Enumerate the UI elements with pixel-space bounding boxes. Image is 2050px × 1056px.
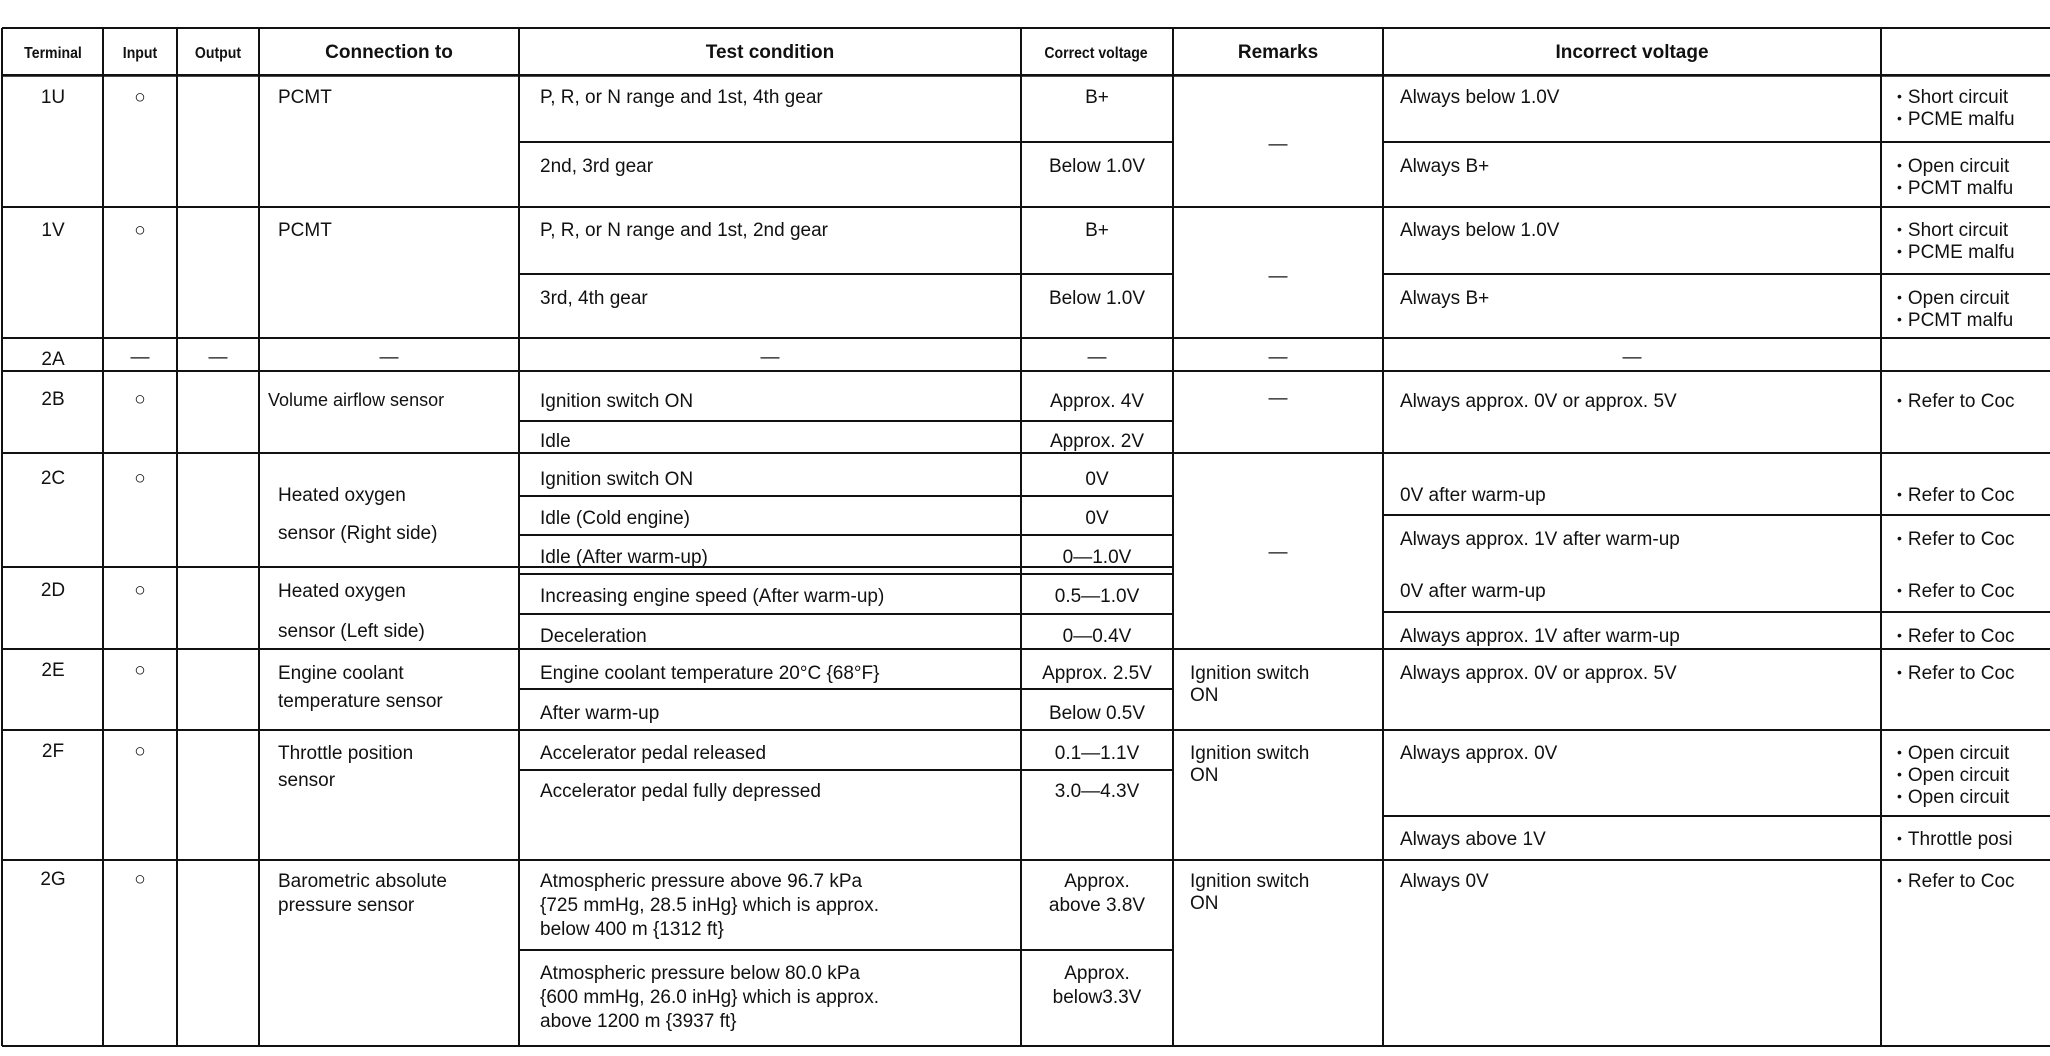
header-remarks: Remarks (1237, 42, 1319, 63)
row-2f-cause-1b: • Open circuit (1897, 764, 2009, 788)
row-1u-test-2: 2nd, 3rd gear (540, 156, 654, 177)
row-2a-test-dash: — (760, 347, 780, 368)
row-2c-test-3: Idle (After warm-up) (540, 547, 708, 568)
row-2e-test-1: Engine coolant temperature 20°C {68°F} (540, 663, 880, 684)
row-1u-connection: PCMT (278, 87, 332, 108)
row-2a-incorrect-dash: — (1622, 347, 1642, 368)
row-2d-test-2: Deceleration (540, 626, 647, 647)
row-2g-test-1-line-1: Atmospheric pressure above 96.7 kPa (540, 871, 863, 892)
row-2c-incorrect-1: 0V after warm-up (1400, 485, 1546, 506)
row-2g-connection-line-2: pressure sensor (278, 895, 415, 916)
row-2g-remarks-line-2: ON (1190, 893, 1219, 914)
row-2c-terminal: 2C (40, 468, 66, 489)
row-2g-test-2-line-3: above 1200 m {3937 ft} (540, 1011, 737, 1032)
row-2e-terminal: 2E (41, 660, 65, 681)
row-2g-correct-2-line-1: Approx. (1064, 963, 1130, 984)
row-2d-correct-1: 0.5—1.0V (1054, 586, 1140, 607)
row-1v-input-mark: ○ (134, 220, 146, 241)
row-2a-connection-dash: — (379, 347, 399, 368)
row-2b-test-2: Idle (540, 431, 571, 452)
row-2f-remarks-line-2: ON (1190, 765, 1219, 786)
row-2c-test-1: Ignition switch ON (540, 469, 694, 490)
row-2f-test-2: Accelerator pedal fully depressed (540, 781, 821, 802)
row-2c-cause-2: • Refer to Coc (1897, 528, 2015, 552)
row-2b-terminal: 2B (41, 389, 65, 410)
row-2b-correct-1: Approx. 4V (1050, 391, 1144, 412)
row-2e-input-mark: ○ (134, 660, 146, 681)
row-2g-test-2-line-2: {600 mmHg, 26.0 inHg} which is approx. (540, 987, 880, 1008)
row-2b-input-mark: ○ (134, 389, 146, 410)
row-2c-incorrect-2: Always approx. 1V after warm-up (1400, 529, 1680, 550)
row-2f-correct-1: 0.1—1.1V (1054, 743, 1140, 764)
row-2a-input-dash: — (130, 347, 150, 368)
row-2d-cause-1: • Refer to Coc (1897, 580, 2015, 604)
row-2g-test-1-line-3: below 400 m {1312 ft} (540, 919, 724, 940)
header-test-condition: Test condition (705, 42, 835, 63)
row-2c-connection-line-2: sensor (Right side) (278, 523, 438, 544)
row-1v-remarks: — (1268, 266, 1288, 287)
row-2e-remarks-line-1: Ignition switch (1190, 663, 1310, 684)
row-1u-cause-2b: • PCMT malfu (1897, 177, 2013, 201)
row-2g-incorrect: Always 0V (1400, 871, 1489, 892)
row-2f-incorrect-2: Always above 1V (1400, 829, 1546, 850)
row-2e-cause: • Refer to Coc (1897, 662, 2015, 686)
row-2d-connection-line-2: sensor (Left side) (278, 621, 425, 642)
header-terminal: Terminal (24, 45, 82, 62)
row-2b-incorrect: Always approx. 0V or approx. 5V (1400, 391, 1677, 412)
row-2e-remarks-line-2: ON (1190, 685, 1219, 706)
row-2e-correct-1: Approx. 2.5V (1042, 663, 1152, 684)
row-2g-input-mark: ○ (134, 869, 146, 890)
row-2c-correct-1: 0V (1085, 469, 1109, 490)
row-2e-connection-line-1: Engine coolant (278, 663, 404, 684)
row-1v-test-2: 3rd, 4th gear (540, 288, 648, 309)
row-2a-correct-dash: — (1087, 347, 1107, 368)
row-2a-remarks-dash: — (1268, 347, 1288, 368)
row-2d-cause-2: • Refer to Coc (1897, 625, 2015, 649)
row-2c-connection-line-1: Heated oxygen (278, 485, 406, 506)
row-1u-test-1: P, R, or N range and 1st, 4th gear (540, 87, 823, 108)
header-output: Output (194, 45, 242, 62)
row-2f-test-1: Accelerator pedal released (540, 743, 767, 764)
row-1v-incorrect-2: Always B+ (1400, 288, 1490, 309)
row-2f-terminal: 2F (41, 741, 65, 762)
row-1u-terminal: 1U (40, 87, 66, 108)
row-2c-correct-2: 0V (1085, 508, 1109, 529)
row-1v-cause-1b: • PCME malfu (1897, 241, 2015, 265)
row-2f-connection-line-2: sensor (278, 770, 336, 791)
row-2f-input-mark: ○ (134, 741, 146, 762)
header-correct-voltage: Correct voltage (1044, 45, 1148, 62)
row-1u-correct-1: B+ (1085, 87, 1109, 108)
row-1u-correct-2: Below 1.0V (1048, 156, 1146, 177)
row-2d-incorrect-1: 0V after warm-up (1400, 581, 1546, 602)
row-2g-test-1-line-2: {725 mmHg, 28.5 inHg} which is approx. (540, 895, 880, 916)
row-2d-correct-2: 0—0.4V (1062, 626, 1132, 647)
header-incorrect-voltage: Incorrect voltage (1555, 42, 1709, 63)
row-2f-remarks-line-1: Ignition switch (1190, 743, 1310, 764)
row-2f-correct-2: 3.0—4.3V (1054, 781, 1140, 802)
row-2f-incorrect-1: Always approx. 0V (1400, 743, 1558, 764)
row-1v-incorrect-1: Always below 1.0V (1400, 220, 1560, 241)
row-2c-correct-3: 0—1.0V (1062, 547, 1132, 568)
row-2c-2d-remarks: — (1268, 542, 1288, 563)
row-2f-cause-1c: • Open circuit (1897, 786, 2009, 810)
row-2e-connection-line-2: temperature sensor (278, 691, 443, 712)
row-1u-cause-1a: • Short circuit (1897, 86, 2008, 110)
row-2f-cause-1a: • Open circuit (1897, 742, 2009, 766)
row-2f-cause-2: • Throttle posi (1897, 828, 2012, 852)
row-2d-incorrect-2: Always approx. 1V after warm-up (1400, 626, 1680, 647)
row-1v-cause-1a: • Short circuit (1897, 219, 2008, 243)
row-1v-terminal: 1V (41, 220, 65, 241)
row-2g-correct-1-line-1: Approx. (1064, 871, 1130, 892)
row-2d-input-mark: ○ (134, 580, 146, 601)
row-2g-correct-2-line-2: below3.3V (1052, 987, 1142, 1008)
row-2g-connection-line-1: Barometric absolute (278, 871, 447, 892)
row-2d-terminal: 2D (40, 580, 66, 601)
row-1u-incorrect-2: Always B+ (1400, 156, 1490, 177)
row-2c-cause-1: • Refer to Coc (1897, 484, 2015, 508)
row-1u-remarks: — (1268, 134, 1288, 155)
row-1u-cause-2a: • Open circuit (1897, 155, 2009, 179)
row-2e-correct-2: Below 0.5V (1048, 703, 1146, 724)
row-2f-connection-line-1: Throttle position (278, 743, 414, 764)
row-2d-connection-line-1: Heated oxygen (278, 581, 406, 602)
row-2e-test-2: After warm-up (540, 703, 660, 724)
row-2g-terminal: 2G (40, 869, 66, 890)
row-2b-cause: • Refer to Coc (1897, 390, 2015, 414)
row-2g-cause: • Refer to Coc (1897, 870, 2015, 894)
row-1v-cause-2b: • PCMT malfu (1897, 309, 2013, 333)
header-input: Input (122, 45, 158, 62)
row-1v-connection: PCMT (278, 220, 332, 241)
row-2b-correct-2: Approx. 2V (1050, 431, 1144, 452)
row-2e-incorrect: Always approx. 0V or approx. 5V (1400, 663, 1677, 684)
row-1v-correct-1: B+ (1085, 220, 1109, 241)
row-2b-remarks: — (1268, 388, 1288, 409)
row-2a-terminal: 2A (41, 349, 65, 370)
row-2b-connection: Volume airflow sensor (268, 390, 445, 410)
row-2g-remarks-line-1: Ignition switch (1190, 871, 1310, 892)
row-2g-test-2-line-1: Atmospheric pressure below 80.0 kPa (540, 963, 860, 984)
row-2c-input-mark: ○ (134, 468, 146, 489)
row-2g-correct-1-line-2: above 3.8V (1048, 895, 1146, 916)
row-1v-correct-2: Below 1.0V (1048, 288, 1146, 309)
row-1v-test-1: P, R, or N range and 1st, 2nd gear (540, 220, 828, 241)
row-1u-input-mark: ○ (134, 87, 146, 108)
row-1u-cause-1b: • PCME malfu (1897, 108, 2015, 132)
row-2c-test-2: Idle (Cold engine) (540, 508, 690, 529)
row-2a-output-dash: — (208, 347, 228, 368)
header-connection: Connection to (325, 42, 453, 63)
row-1u-incorrect-1: Always below 1.0V (1400, 87, 1560, 108)
row-2d-test-1: Increasing engine speed (After warm-up) (540, 586, 885, 607)
row-2b-test-1: Ignition switch ON (540, 391, 694, 412)
row-1v-cause-2a: • Open circuit (1897, 287, 2009, 311)
